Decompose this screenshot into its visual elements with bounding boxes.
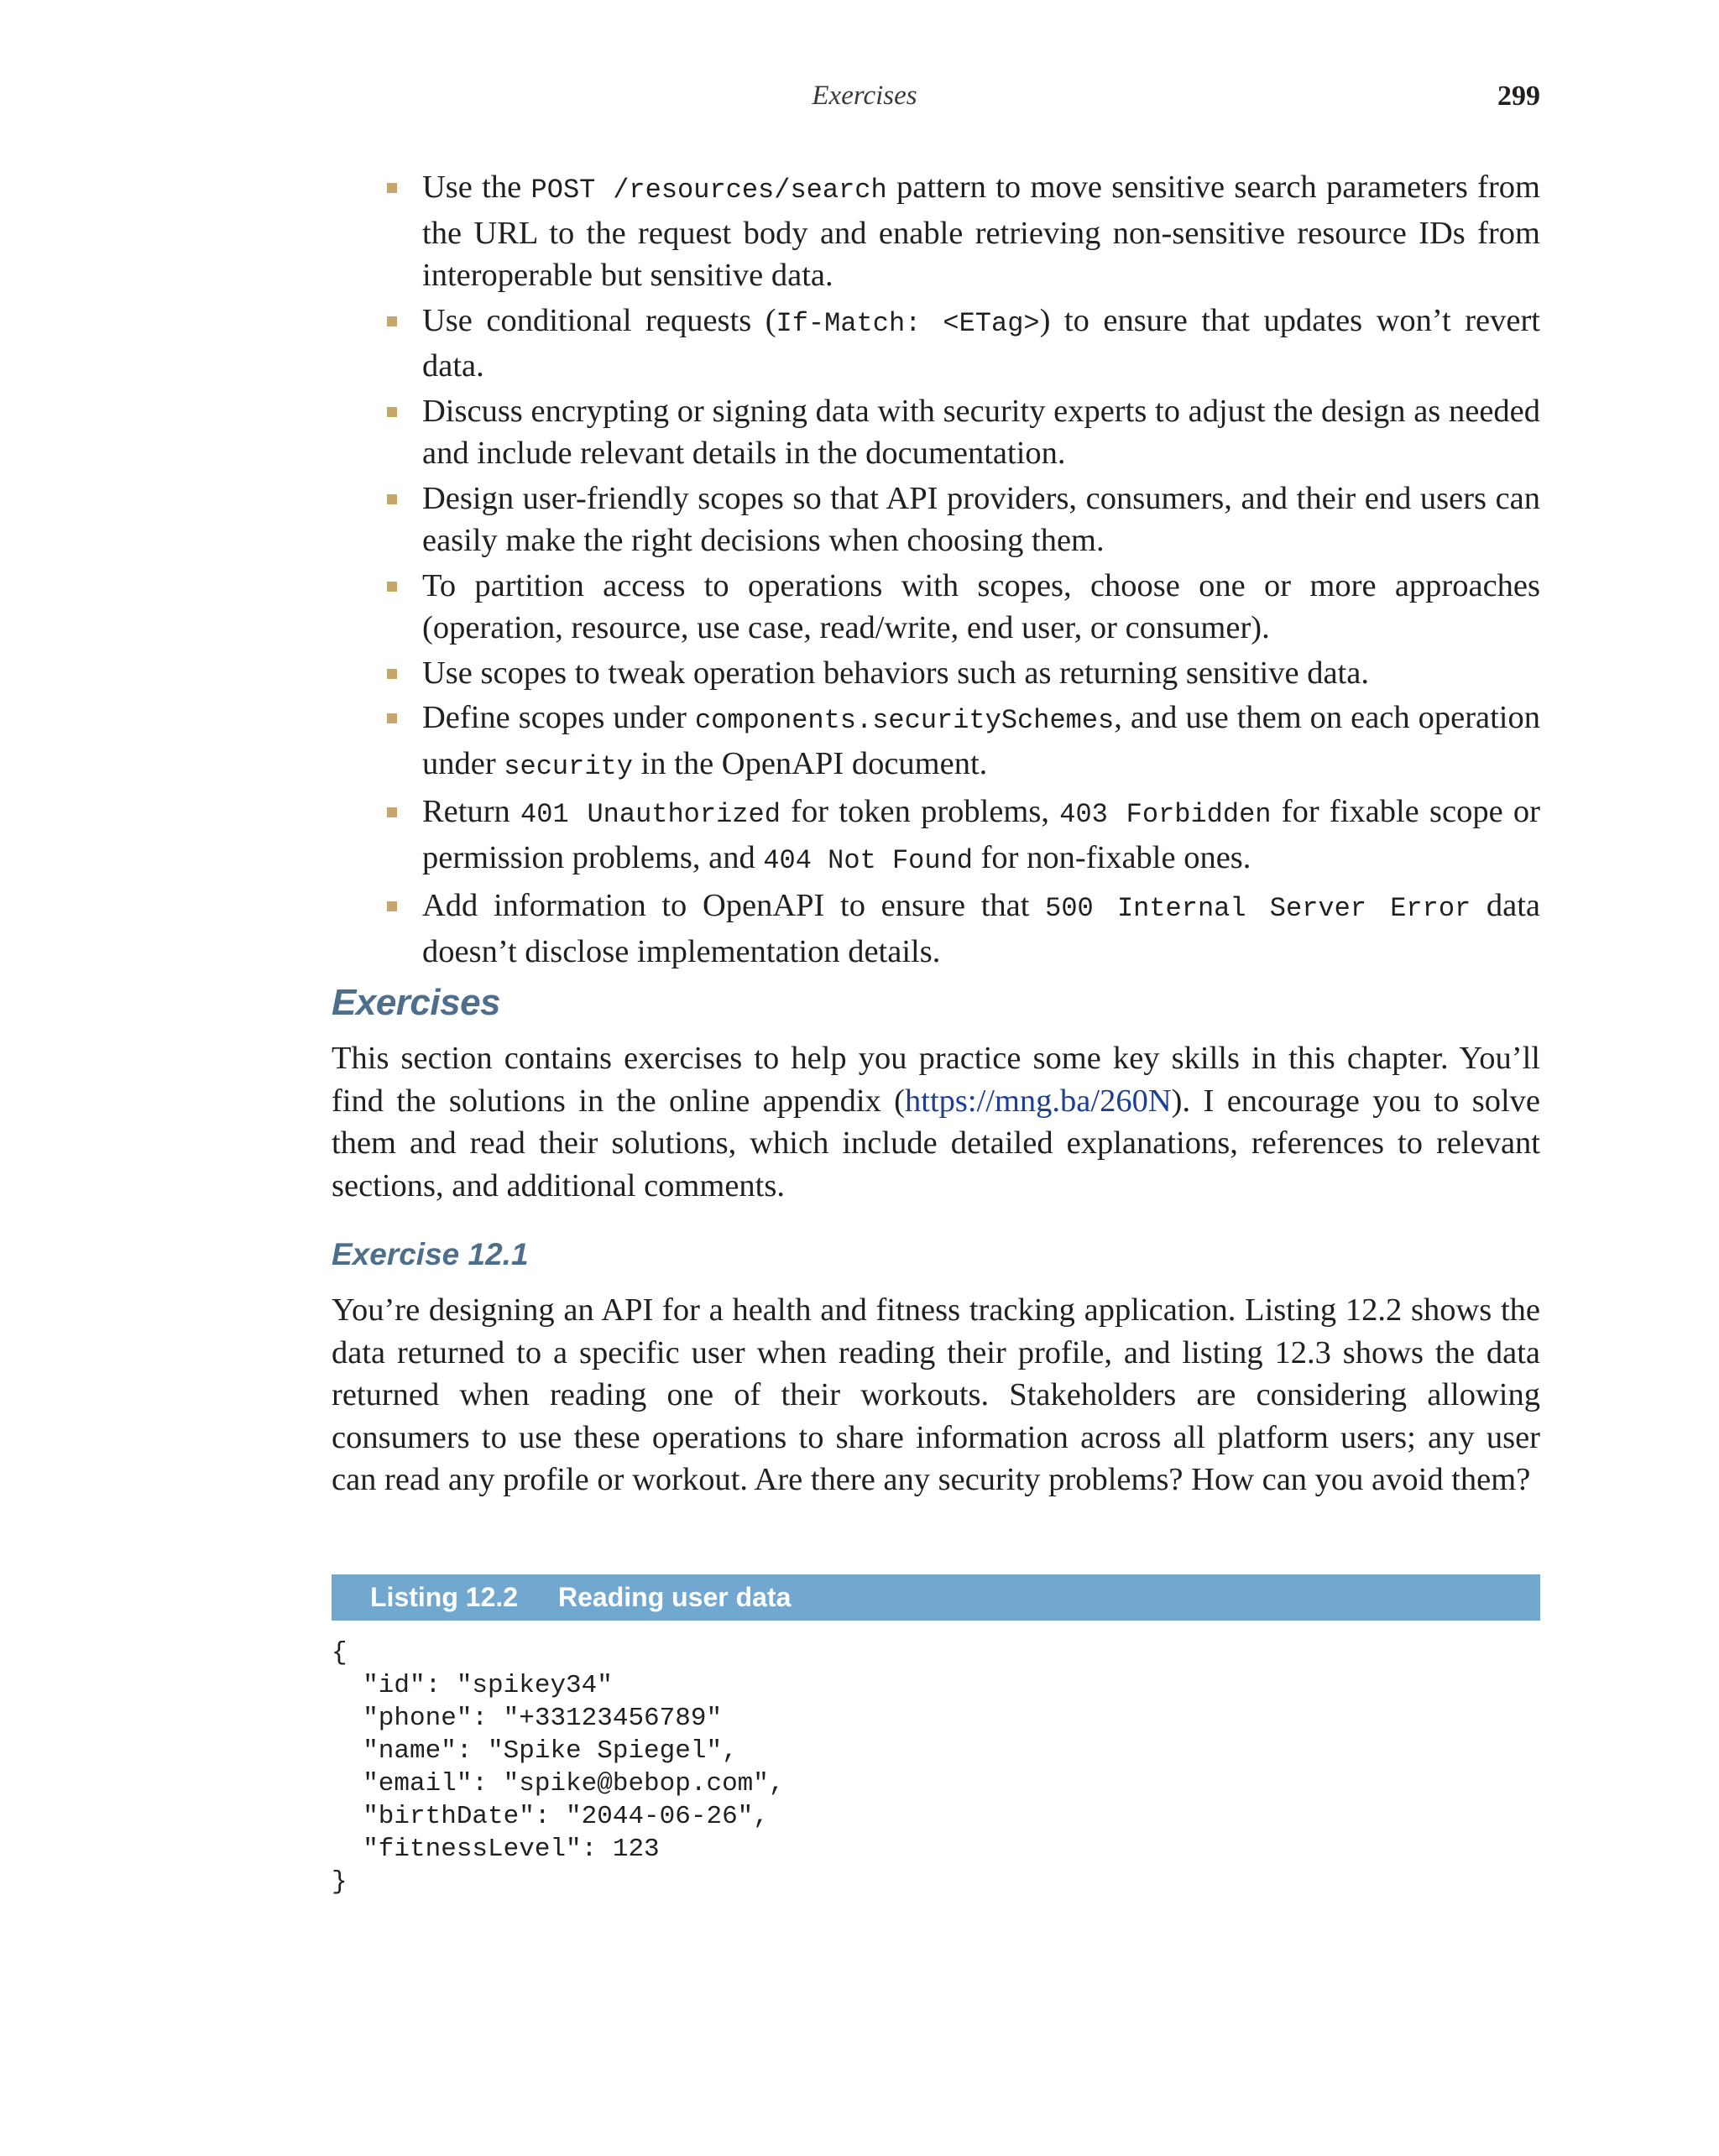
bullet-text: Use the — [422, 170, 531, 205]
inline-code: 403 Forbidden — [1059, 799, 1272, 830]
bullet-text: for token problems, — [780, 794, 1060, 829]
bullet-square-icon — [387, 582, 397, 592]
bullet-text: data doesn’t disclose implementation details. — [422, 888, 1541, 969]
intro-text-after-link: ). I encourage you to solve them and read their solutions, which include detailed explanations, references to relevant sections, and additional comments. — [332, 1083, 1541, 1203]
bullet-text: , and use them on each operation under — [422, 700, 1540, 781]
bullet-text: Define scopes under — [422, 700, 695, 735]
bullet-square-icon — [387, 669, 397, 679]
inline-code: 401 Unauthorized — [520, 799, 781, 830]
bullet-square-icon — [387, 807, 397, 817]
bullet-text: To partition access to operations with scopes, choose one or more approaches (operation, resource, use case, read/write, end user, or consumer). — [422, 567, 1540, 645]
summary-bullet-item — [332, 697, 1540, 788]
inline-code: If-Match: <ETag> — [776, 307, 1040, 339]
listing-number: Listing 12.2 — [370, 1582, 519, 1612]
bullet-square-icon — [387, 494, 397, 504]
summary-bullet-item — [332, 390, 1540, 475]
intro-text-before-link: This section contains exercises to help you practice some key skills in this chapter. You’ll find the solutions in the online appendix ( — [332, 1041, 1540, 1119]
inline-code: components.securitySchemes — [694, 705, 1115, 736]
bullet-text: Add information to OpenAPI to ensure that — [422, 888, 1046, 923]
summary-bullet-item — [332, 166, 1540, 297]
page-number: 299 — [1497, 81, 1540, 112]
inline-code: security — [504, 750, 633, 782]
summary-bullet-item — [332, 885, 1540, 973]
appendix-link[interactable]: https://mng.ba/260N — [905, 1083, 1172, 1119]
bullet-text: pattern to move sensitive search parameters from the URL to the request body and enable retrieving non-sensitive resource IDs from interoperable but sensitive data. — [422, 170, 1540, 293]
summary-bullet-item — [332, 300, 1540, 388]
listing-caption-bar — [332, 1574, 1540, 1621]
summary-bullet-item — [332, 478, 1540, 562]
bullet-text: Use scopes to tweak operation behaviors such as returning sensitive data. — [422, 655, 1369, 691]
summary-bullet-item — [332, 791, 1540, 882]
running-head — [332, 81, 1540, 123]
bullet-text: for non-fixable ones. — [972, 839, 1251, 875]
bullet-text: for fixable scope or permission problems, and — [422, 794, 1540, 875]
bullet-square-icon — [387, 183, 397, 193]
listing-caption: Reading user data — [558, 1582, 792, 1612]
bullet-text: in the OpenAPI document. — [632, 745, 988, 781]
listing-code-block: { "id": "spikey34" "phone": "+33123456789" "name": "Spike Spiegel", "email": "spike@bebop.com", "birthDate": "2044-06-26", "fitnessLevel": 123 } — [332, 1638, 785, 1897]
inline-code: POST /resources/search — [530, 175, 887, 206]
summary-bullet-list — [332, 166, 1540, 975]
summary-bullet-item — [332, 565, 1540, 650]
exercise-12-1-heading: Exercise 12.1 — [332, 1237, 529, 1271]
bullet-text: Discuss encrypting or signing data with security experts to adjust the design as needed and include relevant details in the documentation. — [422, 393, 1540, 471]
exercise-12-1-paragraph: You’re designing an API for a health and fitness tracking application. Listing 12.2 shows the data returned to a specific user when reading their profile, and listing 12.3 shows the data returned when reading one of their workouts. Stakeholders are considering allowing consumers to use these operations to share information across all platform users; any user can read any profile or workout. Are there any security problems? How can you avoid them? — [332, 1292, 1540, 1497]
bullet-square-icon — [387, 901, 397, 911]
bullet-text: Use conditional requests ( — [422, 302, 776, 338]
bullet-text: Design user-friendly scopes so that API providers, consumers, and their end users can easily make the right decisions when choosing them. — [422, 480, 1540, 558]
bullet-text: ) to ensure that updates won’t revert data. — [422, 302, 1540, 384]
summary-bullet-item — [332, 652, 1540, 695]
inline-code: 500 Internal Server Error — [1045, 893, 1471, 924]
bullet-square-icon — [387, 407, 397, 417]
bullet-text: Return — [422, 794, 521, 829]
running-head-title: Exercises — [812, 81, 917, 111]
inline-code: 404 Not Found — [763, 844, 973, 876]
bullet-square-icon — [387, 713, 397, 723]
bullet-square-icon — [387, 316, 397, 326]
exercises-intro-paragraph — [332, 1037, 1540, 1207]
exercises-heading: Exercises — [332, 982, 501, 1023]
